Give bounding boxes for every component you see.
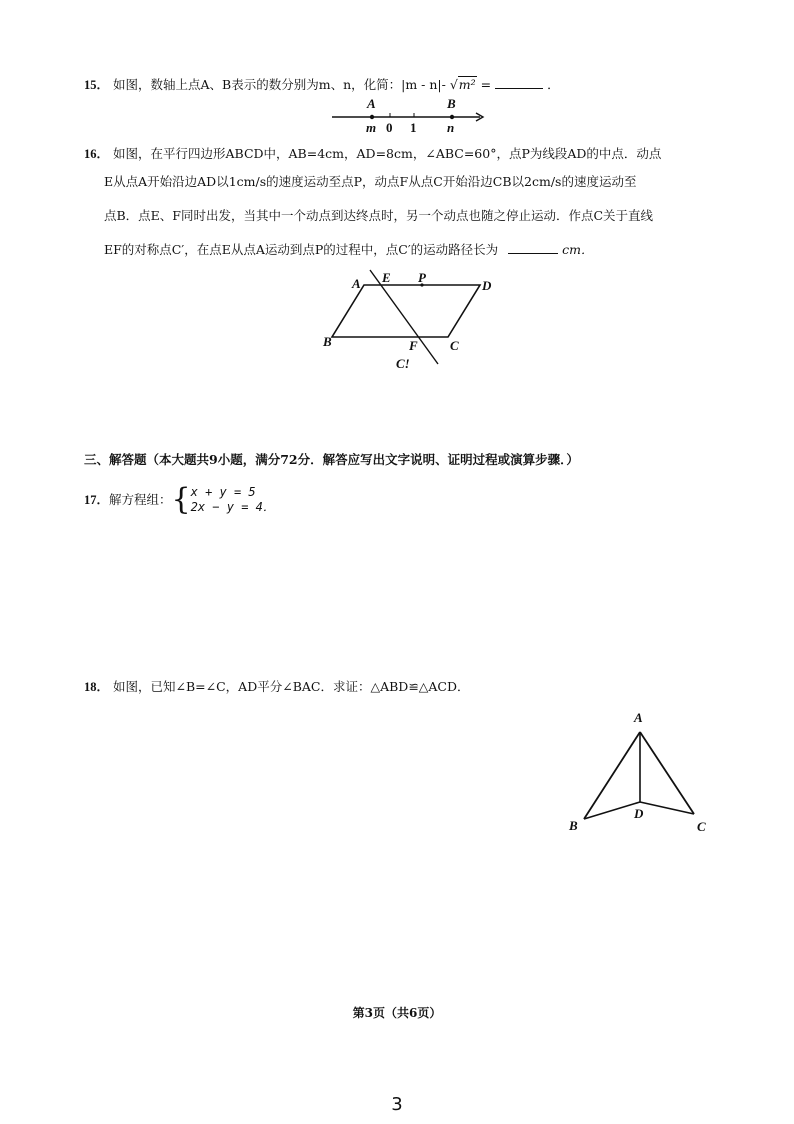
label-zero: 0 [386, 120, 393, 135]
question-text: 如图，已知∠B=∠C，AD平分∠BAC．求证：△ABD≌△ACD． [113, 679, 470, 694]
question-number: 15． [84, 78, 110, 92]
question-16-line-2: E从点A开始沿边AD以1cm/s的速度运动至点P，动点F从点C开始沿边CB以2cm/s的速度运动至 [104, 174, 637, 189]
unit-text: cm． [562, 242, 594, 257]
answer-blank[interactable] [495, 75, 543, 89]
label-one: 1 [410, 120, 417, 135]
label-e: E [382, 270, 391, 285]
label-m: m [366, 120, 377, 135]
label-f: F [409, 338, 418, 353]
triangle-figure [570, 720, 710, 840]
label-c: C [450, 338, 459, 353]
label-a: A [634, 710, 643, 725]
segment-ab [584, 732, 640, 819]
label-p: P [418, 270, 426, 285]
question-text: 解方程组： [109, 492, 172, 507]
question-16-line-4 [104, 240, 594, 259]
sqrt-argument: m² [458, 77, 476, 92]
label-c: C [697, 819, 706, 834]
answer-blank[interactable] [508, 240, 558, 254]
page-number: 3 [391, 1094, 403, 1115]
question-17 [84, 484, 275, 516]
section-3-title: 三、解答题（本大题共9小题，满分72分．解答应写出文字说明、证明过程或演算步骤．） [84, 452, 579, 467]
label-d: D [482, 278, 492, 293]
brace-icon: { [171, 482, 191, 517]
segment-ac [640, 732, 694, 814]
question-15 [84, 75, 560, 94]
question-number: 18． [84, 680, 110, 694]
label-b: B [323, 334, 332, 349]
label-b: B [569, 818, 578, 833]
point-a-dot [370, 115, 374, 119]
question-16-line-3: 点B．点E、F同时出发，当其中一个动点到达终点时，另一个动点也随之停止运动．作点C关于直线 [104, 208, 654, 223]
question-line-4-text: EF的对称点C′，在点E从点A运动到点P的过程中，点C′的运动路径长为 [104, 242, 499, 257]
question-line-1: 如图，在平行四边形ABCD中，AB=4cm，AD=8cm，∠ABC=60°，点P为线段AD的中点．动点 [113, 146, 662, 161]
line-ef [370, 270, 438, 364]
page-info: 第3页（共6页） [352, 1006, 442, 1020]
question-16 [84, 145, 661, 163]
point-b-dot [450, 115, 454, 119]
parallelogram-figure [320, 268, 500, 378]
question-18 [84, 678, 470, 696]
question-tail: ． [547, 77, 560, 92]
question-text: 如图，数轴上点A、B表示的数分别为m、n，化简：|m - n|- [113, 77, 446, 92]
label-b: B [447, 96, 456, 111]
label-d: D [634, 806, 644, 821]
label-a: A [352, 276, 361, 291]
equation-2: 2x − y = 4． [190, 500, 275, 514]
label-c-prime: C! [396, 356, 410, 371]
question-number: 16． [84, 147, 110, 161]
question-number: 17． [84, 493, 110, 507]
segment-dc [640, 802, 694, 814]
label-a: A [367, 96, 376, 111]
label-n: n [447, 120, 455, 135]
equation-1: x + y = 5 [190, 485, 256, 499]
equals-sign: = [480, 77, 492, 92]
sqrt-symbol: √ [449, 77, 458, 92]
parallelogram-abcd [332, 285, 480, 337]
equation-system [191, 485, 275, 515]
